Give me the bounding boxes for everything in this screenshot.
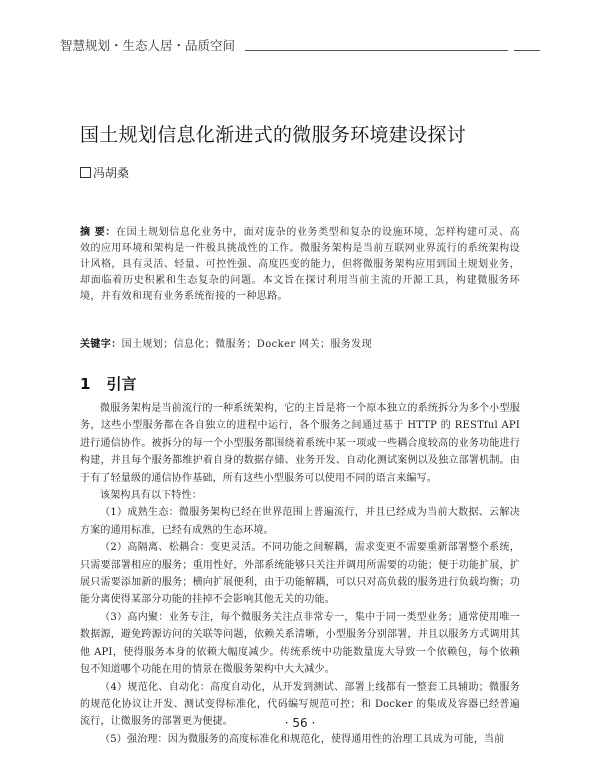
section-title: 引言 <box>106 375 137 393</box>
abstract-label: 摘 要： <box>80 227 117 238</box>
page-number: · 56 · <box>284 716 316 730</box>
keywords <box>80 335 520 350</box>
article-title: 国土规划信息化渐进式的微服务环境建设探讨 <box>80 124 467 146</box>
running-header-text: 智慧规划・生态人居・品质空间 <box>60 38 236 53</box>
section-number: 1 <box>80 375 91 393</box>
abstract-text: 在国土规划信息化业务中，面对庞杂的业务类型和复杂的设施环境，怎样构建可灵、高效的应用环境和架构是一件极具挑战性的工作。微服务架构是当前互联网业界流行的系统架构设计风格，具有灵活、轻量、可控性强、高度匹变的能力，但将微服务架构应用到国土规划业务，却面临着历史积累和生态复杂的问题。本文旨在探讨利用当前主流的开源工具，构建微服务环境，并有效和现有业务系统衔接的一种思路。 <box>80 227 520 302</box>
paragraph: （2）高隔离、松耦合：变更灵活。不同功能之间解耦，需求变更不需要重新部署整个系统，只需要部署相应的服务；重用性好，外部系统能够只关注并调用所需要的功能；便于功能扩展，扩展只需要添加新的服务；横向扩展便利，由于功能解耦，可以只对高负载的服务进行负载均衡；功能分离使得某部分功能的挂掉不会影响其他无关的功能。 <box>80 542 520 606</box>
section-heading <box>80 373 136 394</box>
author-box-icon <box>80 167 91 178</box>
paragraph: （4）规范化、自动化：高度自动化，从开发到测试、部署上线都有一整套工具辅助；微服务的规范化协议让开发、测试变得标准化，代码编写规范可控；和 Docker 的集成及容器已经普遍流行，让微服务的部署更为便捷。 <box>80 681 520 728</box>
author-name: 冯胡桑 <box>93 166 130 180</box>
paragraph: （5）强治理：因为微服务的高度标准化和规范化，使得通用性的治理工具成为可能，当前 <box>100 733 505 745</box>
abstract <box>80 225 520 305</box>
header-rule-dash <box>514 50 540 51</box>
running-header <box>60 34 540 54</box>
header-rule <box>245 50 508 51</box>
paragraph: 微服务架构是当前流行的一种系统架构，它的主旨是将一个原本独立的系统拆分为多个小型服务，这些小型服务都在各自独立的进程中运行，各个服务之间通过基于 HTTP 的 RESTful API 进行通信协作。被拆分的每一个小型服务都围绕着系统中某一项或一些耦合度较高的业务功能进行构建，并且每个服务都维护着自身的数据存储、业务开发、自动化测试案例以及独立部署机制。由于有了轻量级的通信协作基础，所有这些小型服务可以使用不同的语言来编写。 <box>80 403 520 484</box>
body-text <box>80 400 520 748</box>
keywords-label: 关键字： <box>80 339 122 350</box>
keywords-text: 国土规划；信息化；微服务；Docker 网关；服务发现 <box>121 339 372 350</box>
paragraph: （1）成熟生态：微服务架构已经在世界范围上普遍流行，并且已经成为当前大数据、云解决方案的通用标准，已经有成熟的生态环境。 <box>80 507 520 536</box>
paragraph: 该架构具有以下特性： <box>100 490 202 502</box>
author-line <box>80 164 129 181</box>
paragraph: （3）高内聚：业务专注，每个微服务关注点非常专一，集中于同一类型业务；通常使用唯一数据源，避免跨源访问的关联等问题，依赖关系清晰，小型服务分别部署，并且以服务方式调用其他 API，使得服务本身的依赖大幅度减少。传统系统中功能数量庞大导致一个依赖包，每个依赖包不知道哪个功能在用的情景在微服务架构中大大减少。 <box>80 611 520 676</box>
